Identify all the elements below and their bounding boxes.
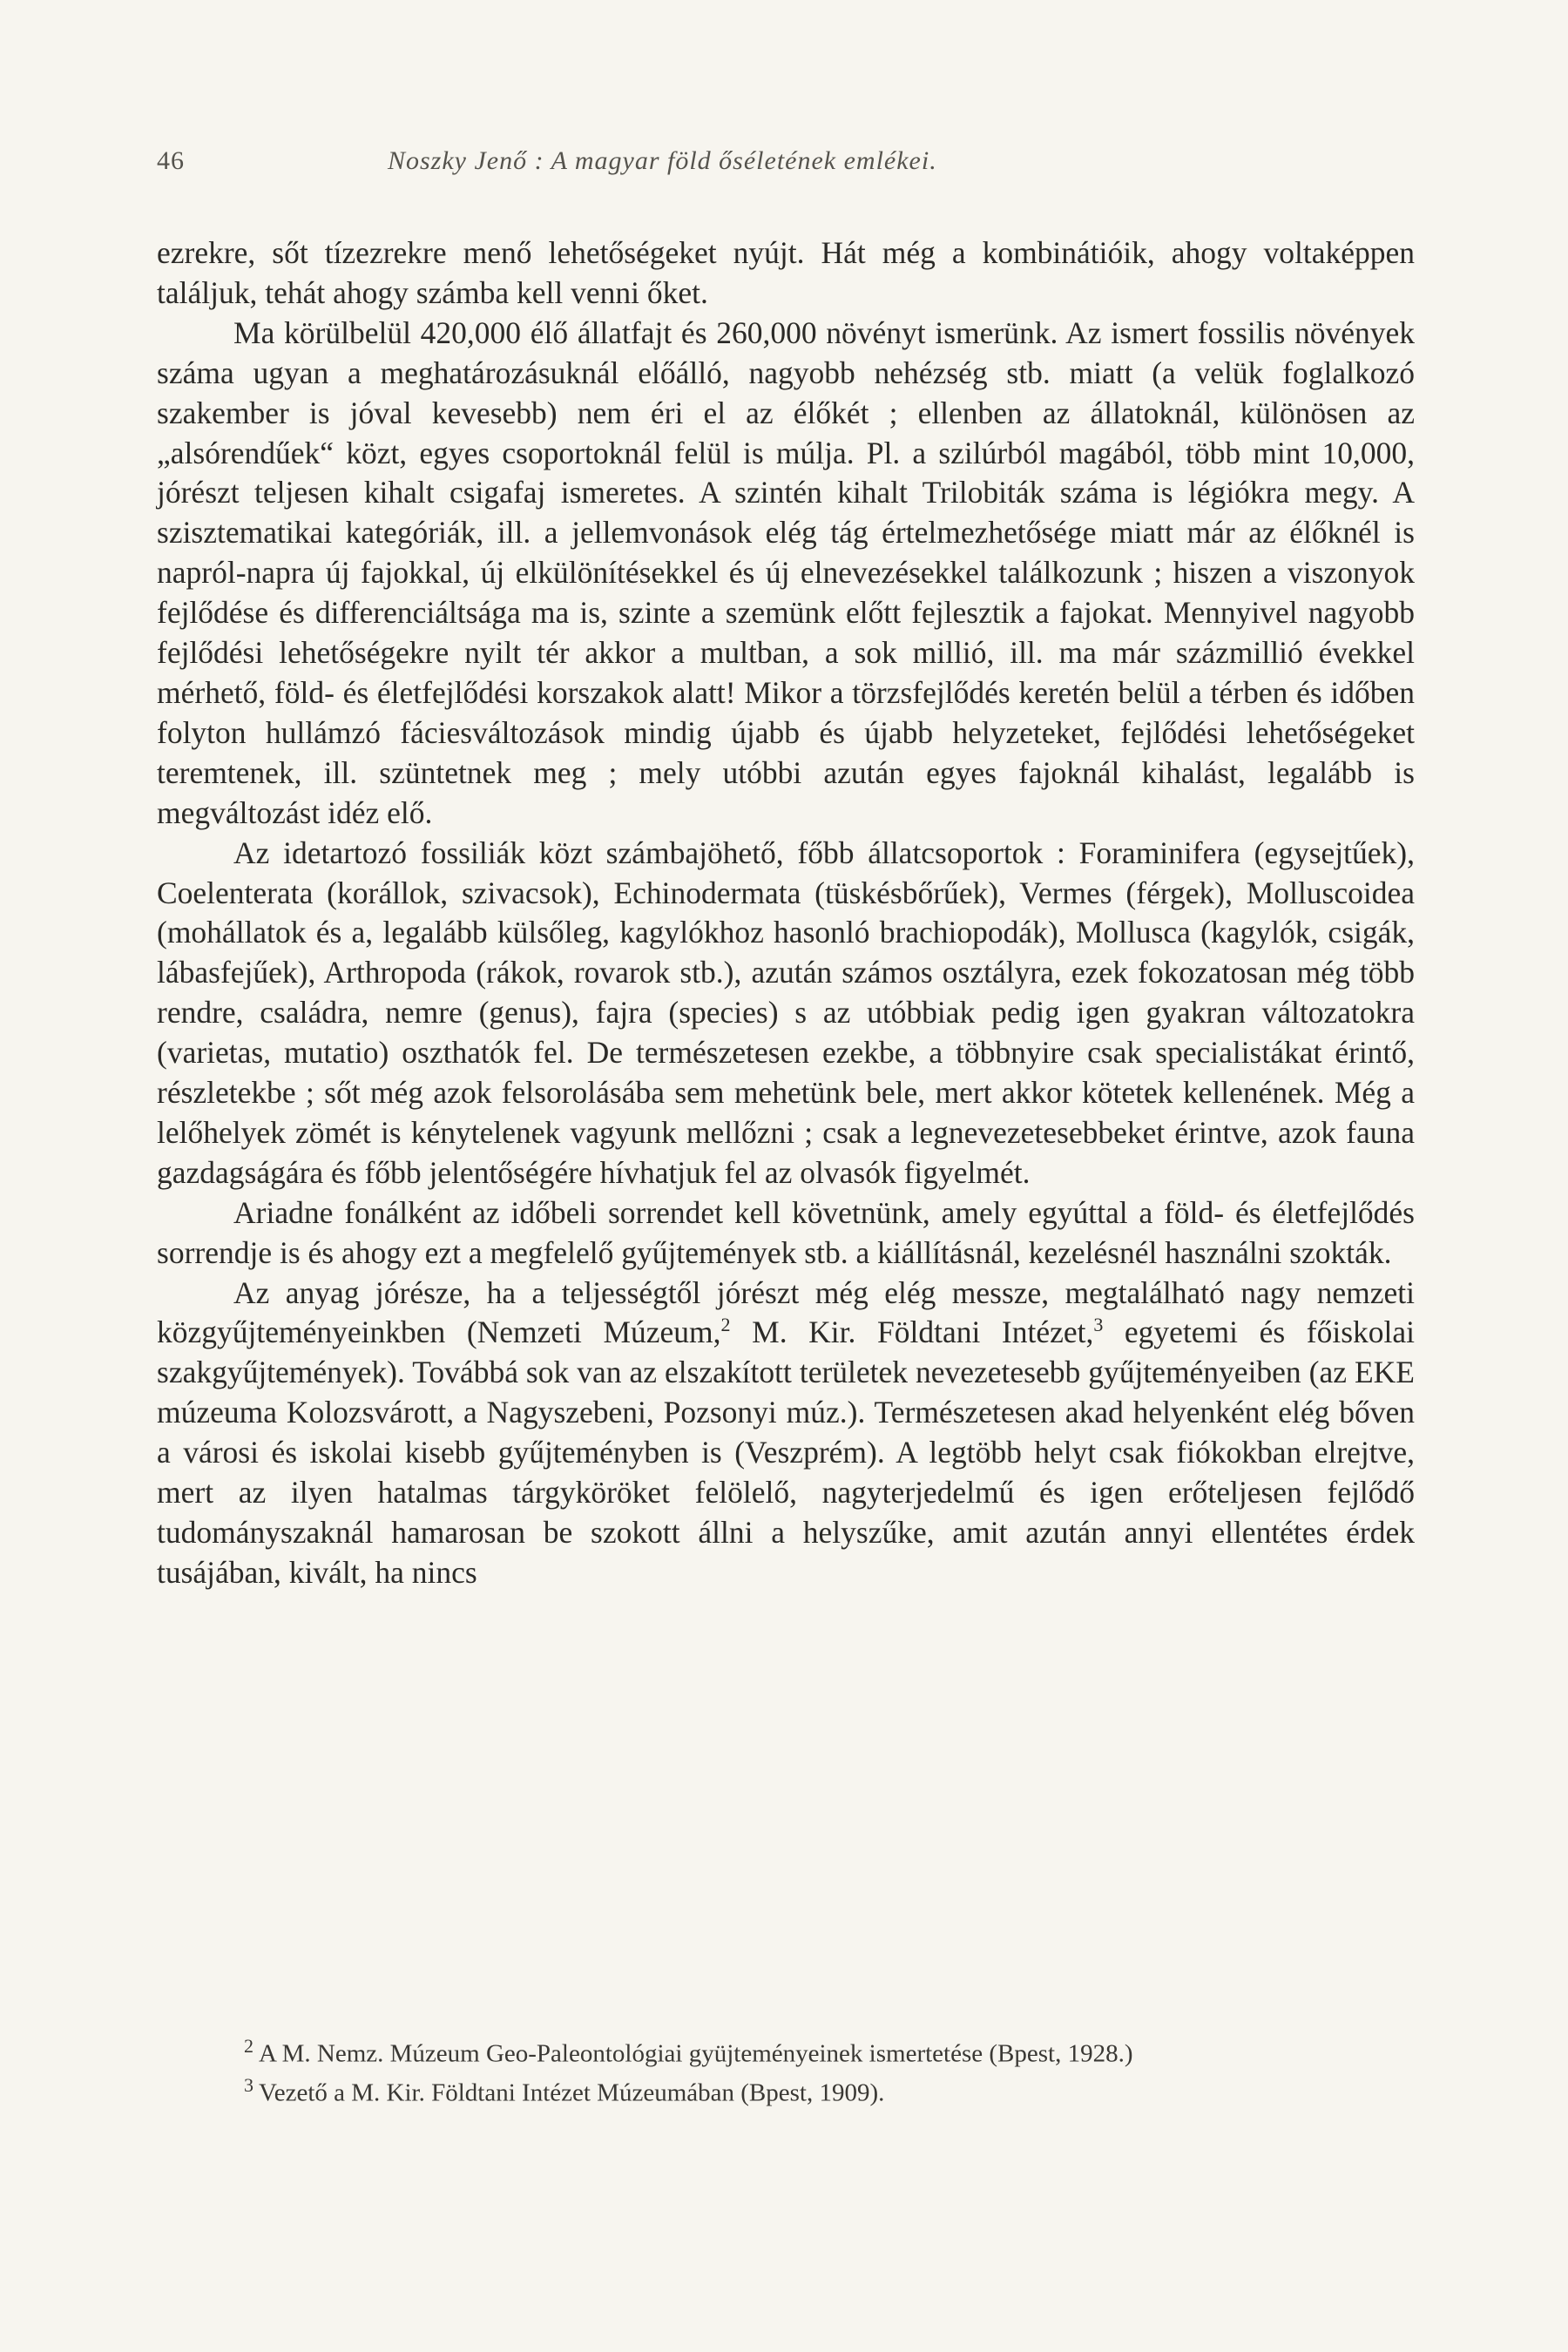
paragraph: Ariadne fonálként az időbeli sorrendet kell követnünk, amely egyúttal a föld- és életfejlődés sorrendje is és ahogy ezt a megfelelő gyűjtemények stb. a kiállításnál, kezelésnél használni szokták. bbox=[157, 1194, 1415, 1270]
paragraph: Ma körülbelül 420,000 élő állatfajt és 260,000 növényt ismerünk. Az ismert fossilis növények száma ugyan a meghatározásuknál előálló, nagyobb nehézség stb. miatt (a velük foglalkozó szakember is jóval kevesebb) nem éri el az élőkét ; ellenben az állatoknál, különösen az „alsórendűek“ közt, egyes csoportoknál felül is múlja. Pl. a szilúrból magából, több mint 10,000, jórészt teljesen kihalt csigafaj ismeretes. A szintén kihalt Trilobiták száma is légiókra megy. A szisztematikai kategóriák, ill. a jellemvonások elég tág értelmezhetősége miatt már az élőknél is napról-napra új fajokkal, új elkülönítésekkel és új elnevezésekkel találkozunk ; hiszen a viszonyok fejlődése és differenciáltsága ma is, szinte a szemünk előtt fejlesztik a fajokat. Mennyivel nagyobb fejlődési lehetőségekre nyilt tér akkor a multban, a sok millió, ill. ma már százmillió évekkel mérhető, föld- és életfejlődési korszakok alatt! Mikor a törzsfejlődés keretén belül a térben és időben folyton hullámzó fáciesváltozások mindig újabb és újabb helyzeteket, fejlődési lehetőségeket teremtenek, ill. szüntetnek meg ; mely utóbbi azután egyes fajoknál kihalást, legalább is megváltozást idéz elő. bbox=[157, 314, 1415, 830]
paragraph-text: egyetemi és főiskolai szakgyűjtemények). Továbbá sok van az elszakított területek nevezetesebb gyűjteményeiben (az EKE múzeuma Kolozsvárott, a Nagyszebeni, Pozsonyi múz.). Természetesen akad helyenként elég bőven a városi és iskolai kisebb gyűjteményben is (Veszprém). A legtöbb helyt csak fiókokban elrejtve, mert az ilyen hatalmas tárgyköröket felölelő, nagyterjedelmű és igen erőteljesen fejlődő tudományszaknál hamarosan be szokott állni a helyszűke, amit azután annyi ellentétes érdek tusájában, kivált, ha nincs bbox=[157, 1315, 1416, 1590]
footnote-reference: 3 bbox=[1093, 1314, 1104, 1336]
paragraph-text: Az anyag jórésze, ha a teljességtől jórészt még elég messze, megtalálható nagy nemzeti közgyűjteményeinkben (Nemzeti Múzeum, bbox=[157, 1274, 1415, 1350]
paragraph: Az idetartozó fossiliák közt számbajöhető, főbb állatcsoportok : Foraminifera (egysejtűek), Coelenterata (korállok, szivacsok), Echinodermata (tüskésbőrűek), Vermes (férgek), Molluscoidea (mohállatok és a, legalább külsőleg, kagylókhoz hasonló brachiopodák), Mollusca (kagylók, csigák, lábasfejűek), Arthropoda (rákok, rovarok stb.), azután számos osztályra, ezek fokozatosan még több rendre, családra, nemre (genus), fajra (species) s az utóbbiak pedig igen gyakran változatokra (varietas, mutatio) oszthatók fel. De természetesen ezekbe, a többnyire csak specialistákat érintő, részletekbe ; sőt még azok felsorolásába sem mehetünk bele, mert akkor kötetek kellenének. Még a lelőhelyek zömét is kénytelenek vagyunk mellőzni ; csak a legnevezetesebbeket érintve, azok fauna gazdagságára és főbb jelentőségére hívhatjuk fel az olvasók figyelmét. bbox=[157, 835, 1415, 1190]
page-header bbox=[157, 146, 1411, 176]
paragraph-text: M. Kir. Földtani Intézet, bbox=[730, 1315, 1094, 1350]
footnote-reference: 2 bbox=[720, 1314, 731, 1336]
footnote bbox=[157, 2070, 1415, 2109]
body-text bbox=[157, 233, 1415, 1593]
footnote-mark: 2 bbox=[244, 2035, 253, 2057]
footnotes bbox=[157, 2031, 1415, 2108]
footnote bbox=[157, 2031, 1415, 2070]
footnote-mark: 3 bbox=[244, 2073, 253, 2096]
running-title: Noszky Jenő : A magyar föld őséletének emlékei. bbox=[388, 146, 937, 175]
paragraph bbox=[157, 1274, 1415, 1593]
page-number: 46 bbox=[157, 146, 185, 175]
paragraph: ezrekre, sőt tízezrekre menő lehetőségeket nyújt. Hát még a kombinátióik, ahogy voltaképpen találjuk, tehát ahogy számba kell venni őket. bbox=[157, 235, 1415, 310]
footnote-text: Vezető a M. Kir. Földtani Intézet Múzeumában (Bpest, 1909). bbox=[259, 2078, 885, 2107]
footnote-text: A M. Nemz. Múzeum Geo-Paleontológiai gyüjteményeinek ismertetése (Bpest, 1928.) bbox=[259, 2039, 1133, 2068]
